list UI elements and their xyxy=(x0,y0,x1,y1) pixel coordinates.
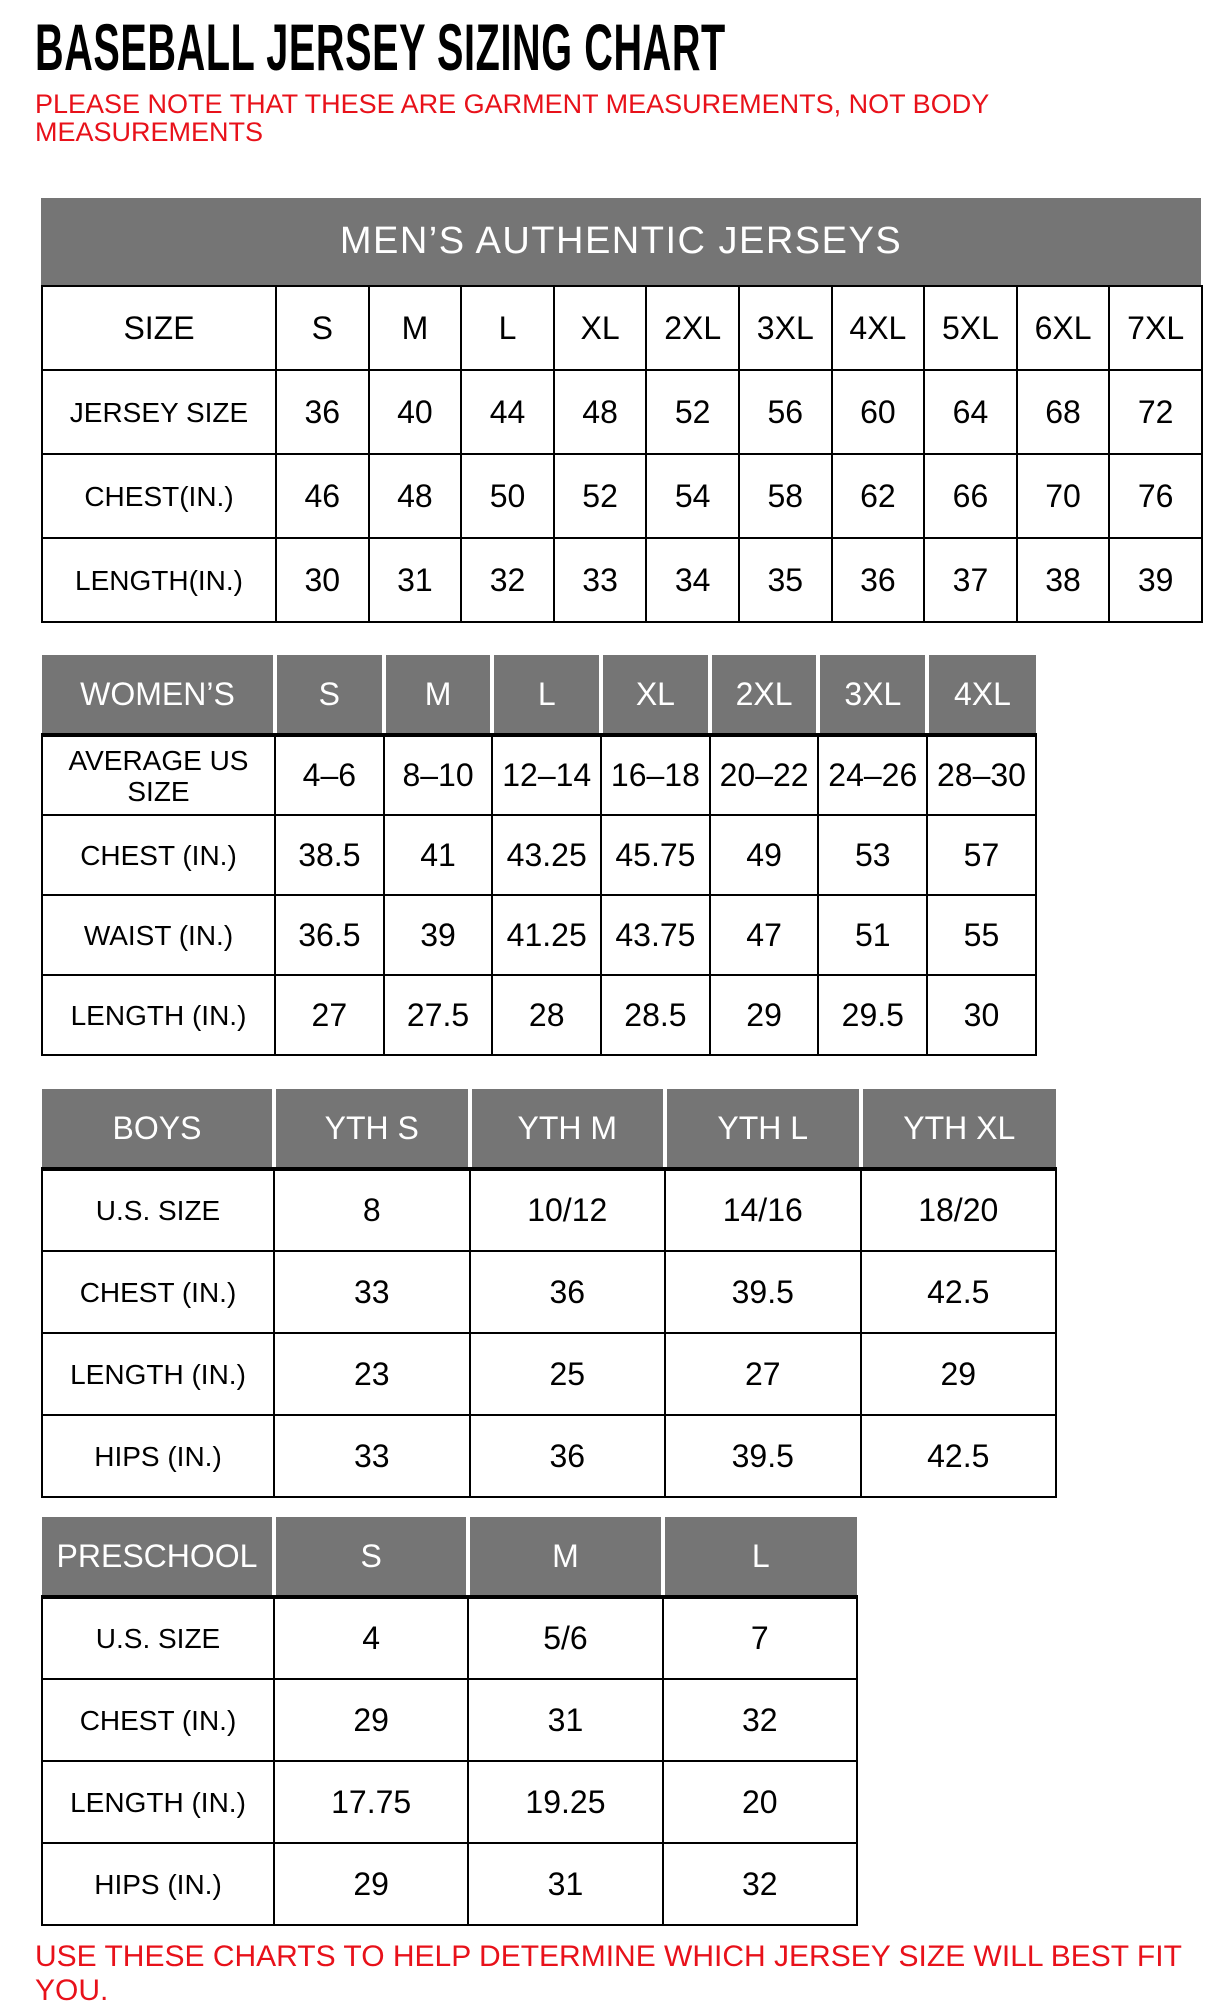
mens-cell-0-9: 72 xyxy=(1109,370,1202,454)
mens-row-label-1: CHEST(IN.) xyxy=(42,454,276,538)
mens-column-header-7: 4XL xyxy=(832,286,925,370)
womens-row-label-1: CHEST (IN.) xyxy=(42,815,275,895)
preschool-row-2 xyxy=(42,1761,857,1843)
womens-cell-3-4: 29 xyxy=(710,975,819,1055)
preschool-row-0 xyxy=(42,1597,857,1679)
mens-cell-0-3: 48 xyxy=(554,370,647,454)
mens-cell-0-8: 68 xyxy=(1017,370,1110,454)
preschool-cell-1-2: 32 xyxy=(663,1679,857,1761)
womens-cell-3-0: 27 xyxy=(275,975,384,1055)
mens-header-row xyxy=(42,286,1202,370)
preschool-row-1 xyxy=(42,1679,857,1761)
mens-column-header-4: XL xyxy=(554,286,647,370)
boys-cell-1-3: 42.5 xyxy=(861,1251,1057,1333)
mens-table-section xyxy=(41,198,1220,623)
mens-cell-2-2: 32 xyxy=(461,538,554,622)
boys-cell-2-1: 25 xyxy=(470,1333,666,1415)
boys-row-2 xyxy=(42,1333,1056,1415)
mens-cell-2-7: 37 xyxy=(924,538,1017,622)
preschool-cell-2-2: 20 xyxy=(663,1761,857,1843)
womens-column-header-4: XL xyxy=(601,655,710,735)
mens-cell-2-8: 38 xyxy=(1017,538,1110,622)
preschool-cell-0-1: 5/6 xyxy=(468,1597,662,1679)
boys-row-label-1: CHEST (IN.) xyxy=(42,1251,274,1333)
mens-cell-0-0: 36 xyxy=(276,370,369,454)
mens-column-header-3: L xyxy=(461,286,554,370)
womens-cell-0-3: 16–18 xyxy=(601,735,710,815)
preschool-cell-3-1: 31 xyxy=(468,1843,662,1925)
boys-header-label: BOYS xyxy=(42,1089,274,1169)
womens-cell-0-6: 28–30 xyxy=(927,735,1036,815)
mens-cell-1-6: 62 xyxy=(832,454,925,538)
preschool-column-header-1: S xyxy=(274,1517,468,1597)
mens-column-header-10: 7XL xyxy=(1109,286,1202,370)
boys-column-header-4: YTH XL xyxy=(861,1089,1057,1169)
womens-cell-2-1: 39 xyxy=(384,895,493,975)
womens-column-header-3: L xyxy=(492,655,601,735)
boys-row-1 xyxy=(42,1251,1056,1333)
mens-cell-1-2: 50 xyxy=(461,454,554,538)
womens-cell-1-2: 43.25 xyxy=(492,815,601,895)
womens-cell-0-2: 12–14 xyxy=(492,735,601,815)
womens-row-2 xyxy=(42,895,1036,975)
mens-cell-1-9: 76 xyxy=(1109,454,1202,538)
boys-cell-3-3: 42.5 xyxy=(861,1415,1057,1497)
boys-sizing-table xyxy=(41,1089,1057,1498)
womens-cell-2-2: 41.25 xyxy=(492,895,601,975)
boys-column-header-1: YTH S xyxy=(274,1089,470,1169)
boys-row-0 xyxy=(42,1169,1056,1251)
mens-header-label: SIZE xyxy=(42,286,276,370)
mens-table-banner: MEN’S AUTHENTIC JERSEYS xyxy=(41,198,1201,285)
boys-cell-0-0: 8 xyxy=(274,1169,470,1251)
mens-cell-2-4: 34 xyxy=(646,538,739,622)
boys-cell-2-3: 29 xyxy=(861,1333,1057,1415)
mens-cell-2-9: 39 xyxy=(1109,538,1202,622)
womens-cell-0-5: 24–26 xyxy=(818,735,927,815)
mens-cell-0-5: 56 xyxy=(739,370,832,454)
womens-cell-3-1: 27.5 xyxy=(384,975,493,1055)
preschool-column-header-2: M xyxy=(468,1517,662,1597)
mens-cell-1-0: 46 xyxy=(276,454,369,538)
preschool-row-label-2: LENGTH (IN.) xyxy=(42,1761,274,1843)
womens-row-1 xyxy=(42,815,1036,895)
preschool-table-section xyxy=(41,1517,1220,1926)
mens-column-header-6: 3XL xyxy=(739,286,832,370)
boys-cell-2-2: 27 xyxy=(665,1333,861,1415)
preschool-cell-0-0: 4 xyxy=(274,1597,468,1679)
mens-cell-0-7: 64 xyxy=(924,370,1017,454)
garment-measurement-note xyxy=(35,90,1220,146)
mens-cell-1-8: 70 xyxy=(1017,454,1110,538)
womens-cell-1-0: 38.5 xyxy=(275,815,384,895)
preschool-cell-3-2: 32 xyxy=(663,1843,857,1925)
preschool-row-label-1: CHEST (IN.) xyxy=(42,1679,274,1761)
mens-column-header-1: S xyxy=(276,286,369,370)
mens-row-1 xyxy=(42,454,1202,538)
womens-column-header-6: 3XL xyxy=(818,655,927,735)
preschool-row-label-0: U.S. SIZE xyxy=(42,1597,274,1679)
preschool-cell-1-1: 31 xyxy=(468,1679,662,1761)
womens-row-label-2: WAIST (IN.) xyxy=(42,895,275,975)
mens-cell-2-5: 35 xyxy=(739,538,832,622)
womens-row-label-3: LENGTH (IN.) xyxy=(42,975,275,1055)
page-title: BASEBALL JERSEY SIZING CHART xyxy=(35,10,726,84)
womens-column-header-1: S xyxy=(275,655,384,735)
note-line-2: MEASUREMENTS xyxy=(35,117,264,147)
mens-cell-0-1: 40 xyxy=(369,370,462,454)
womens-cell-1-4: 49 xyxy=(710,815,819,895)
mens-column-header-5: 2XL xyxy=(646,286,739,370)
boys-cell-1-1: 36 xyxy=(470,1251,666,1333)
boys-cell-3-1: 36 xyxy=(470,1415,666,1497)
preschool-column-header-3: L xyxy=(663,1517,857,1597)
mens-cell-2-3: 33 xyxy=(554,538,647,622)
mens-cell-1-4: 54 xyxy=(646,454,739,538)
womens-cell-0-1: 8–10 xyxy=(384,735,493,815)
mens-cell-2-0: 30 xyxy=(276,538,369,622)
womens-cell-2-6: 55 xyxy=(927,895,1036,975)
boys-cell-1-2: 39.5 xyxy=(665,1251,861,1333)
womens-row-label-0: AVERAGE US SIZE xyxy=(42,735,275,815)
womens-cell-1-6: 57 xyxy=(927,815,1036,895)
mens-cell-2-6: 36 xyxy=(832,538,925,622)
preschool-header-row xyxy=(42,1517,857,1597)
boys-row-label-3: HIPS (IN.) xyxy=(42,1415,274,1497)
mens-column-header-8: 5XL xyxy=(924,286,1017,370)
boys-cell-0-2: 14/16 xyxy=(665,1169,861,1251)
mens-cell-2-1: 31 xyxy=(369,538,462,622)
preschool-row-label-3: HIPS (IN.) xyxy=(42,1843,274,1925)
mens-cell-1-5: 58 xyxy=(739,454,832,538)
womens-row-3 xyxy=(42,975,1036,1055)
preschool-sizing-table xyxy=(41,1517,858,1926)
preschool-cell-1-0: 29 xyxy=(274,1679,468,1761)
womens-cell-3-3: 28.5 xyxy=(601,975,710,1055)
womens-table-section xyxy=(41,655,1220,1056)
boys-cell-2-0: 23 xyxy=(274,1333,470,1415)
womens-cell-0-4: 20–22 xyxy=(710,735,819,815)
preschool-cell-2-1: 19.25 xyxy=(468,1761,662,1843)
footer-note: USE THESE CHARTS TO HELP DETERMINE WHICH JERSEY SIZE WILL BEST FIT YOU. xyxy=(35,1940,1182,2007)
boys-row-label-0: U.S. SIZE xyxy=(42,1169,274,1251)
womens-header-label: WOMEN’S xyxy=(42,655,275,735)
mens-cell-1-3: 52 xyxy=(554,454,647,538)
boys-table-section xyxy=(41,1089,1220,1498)
mens-row-label-0: JERSEY SIZE xyxy=(42,370,276,454)
mens-cell-0-2: 44 xyxy=(461,370,554,454)
mens-row-0 xyxy=(42,370,1202,454)
womens-cell-2-3: 43.75 xyxy=(601,895,710,975)
boys-row-3 xyxy=(42,1415,1056,1497)
womens-cell-3-6: 30 xyxy=(927,975,1036,1055)
womens-cell-2-0: 36.5 xyxy=(275,895,384,975)
boys-header-row xyxy=(42,1089,1056,1169)
mens-row-2 xyxy=(42,538,1202,622)
boys-row-label-2: LENGTH (IN.) xyxy=(42,1333,274,1415)
mens-row-label-2: LENGTH(IN.) xyxy=(42,538,276,622)
womens-cell-3-5: 29.5 xyxy=(818,975,927,1055)
mens-cell-1-7: 66 xyxy=(924,454,1017,538)
boys-cell-1-0: 33 xyxy=(274,1251,470,1333)
mens-sizing-table xyxy=(41,285,1203,623)
boys-cell-3-2: 39.5 xyxy=(665,1415,861,1497)
boys-cell-0-3: 18/20 xyxy=(861,1169,1057,1251)
womens-cell-2-5: 51 xyxy=(818,895,927,975)
preschool-header-label: PRESCHOOL xyxy=(42,1517,274,1597)
boys-column-header-2: YTH M xyxy=(470,1089,666,1169)
mens-cell-0-4: 52 xyxy=(646,370,739,454)
womens-column-header-7: 4XL xyxy=(927,655,1036,735)
womens-column-header-5: 2XL xyxy=(710,655,819,735)
preschool-cell-0-2: 7 xyxy=(663,1597,857,1679)
womens-cell-2-4: 47 xyxy=(710,895,819,975)
boys-column-header-3: YTH L xyxy=(665,1089,861,1169)
womens-cell-1-5: 53 xyxy=(818,815,927,895)
womens-cell-3-2: 28 xyxy=(492,975,601,1055)
womens-header-row xyxy=(42,655,1036,735)
womens-row-0 xyxy=(42,735,1036,815)
womens-cell-1-3: 45.75 xyxy=(601,815,710,895)
womens-cell-1-1: 41 xyxy=(384,815,493,895)
boys-cell-3-0: 33 xyxy=(274,1415,470,1497)
womens-column-header-2: M xyxy=(384,655,493,735)
mens-cell-0-6: 60 xyxy=(832,370,925,454)
mens-column-header-9: 6XL xyxy=(1017,286,1110,370)
preschool-cell-3-0: 29 xyxy=(274,1843,468,1925)
note-line-1: PLEASE NOTE THAT THESE ARE GARMENT MEASUREMENTS, NOT BODY xyxy=(35,89,990,119)
mens-column-header-2: M xyxy=(369,286,462,370)
preschool-row-3 xyxy=(42,1843,857,1925)
womens-sizing-table xyxy=(41,655,1037,1056)
mens-cell-1-1: 48 xyxy=(369,454,462,538)
boys-cell-0-1: 10/12 xyxy=(470,1169,666,1251)
preschool-cell-2-0: 17.75 xyxy=(274,1761,468,1843)
womens-cell-0-0: 4–6 xyxy=(275,735,384,815)
